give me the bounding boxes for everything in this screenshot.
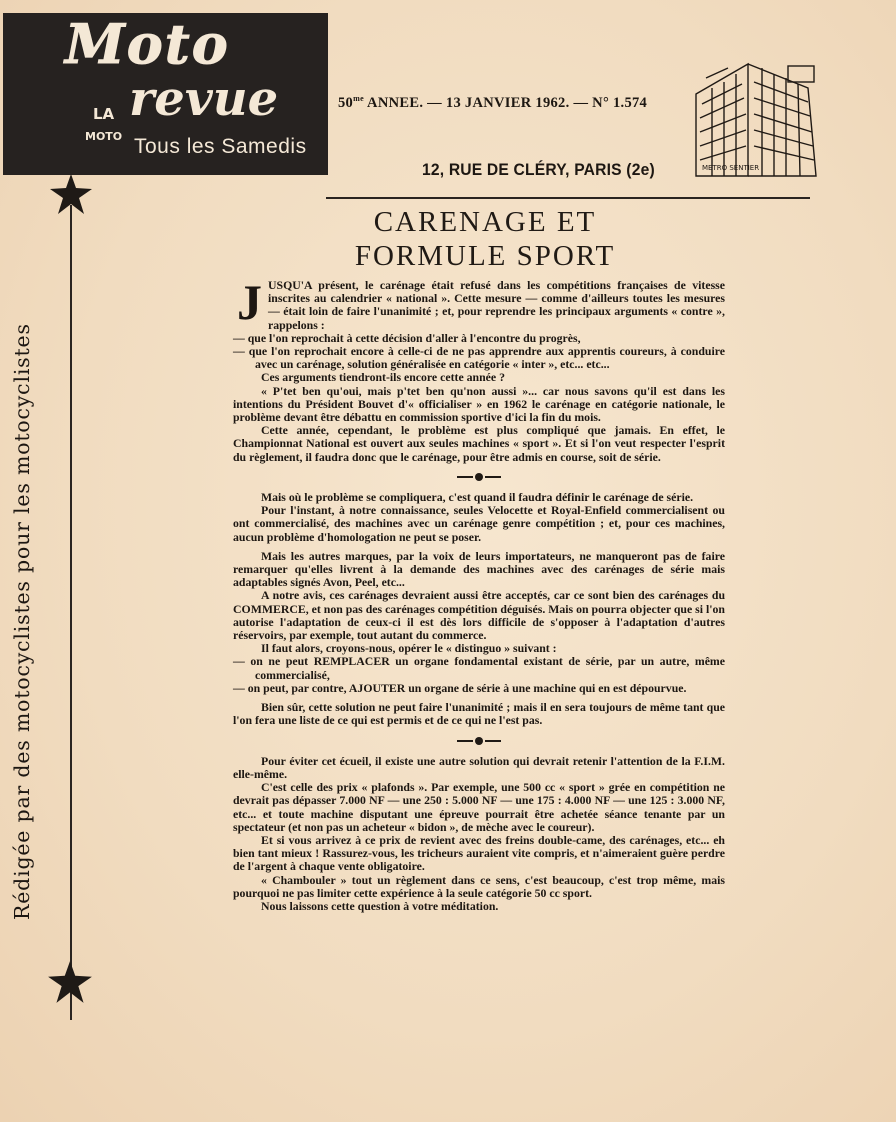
- article-paragraph: Pour l'instant, à notre connaissance, seules Velocette et Royal-Enfield commercialisent ou ont commercialisé, des machines avec un carénage genre compétition ; et, pour ces machines, aucun problème d'homologation ne peut se poser.: [233, 503, 725, 544]
- section-separator: [233, 734, 725, 747]
- article-paragraph: — on peut, par contre, AJOUTER un organe de série à une machine qui en est dépourvue.: [233, 680, 687, 695]
- article-paragraph: Mais les autres marques, par la voix de leurs importateurs, ne manqueront pas de faire remarquer qu'elles livrent à la demande des machines avec des carénages de série mais adaptables signés Avon, Peel, etc...: [233, 548, 725, 590]
- masthead-title-revue: revue: [129, 71, 279, 127]
- article-paragraph: « Chambouler » tout un règlement dans ce sens, c'est beaucoup, c'est trop même, mais pourquoi ne pas limiter cette expérience à la seule catégorie 50 cc sport.: [233, 872, 725, 900]
- masthead-moto-small: MOTO: [85, 130, 123, 143]
- side-slogan: Rédigée par des motocyclistes pour les motocyclistes: [10, 323, 34, 920]
- header-rule: [326, 197, 810, 199]
- article-paragraph: A notre avis, ces carénages devraient aussi être acceptés, car ce sont bien des carénages du COMMERCE, et non pas des carénages compétition déguisés. Mais on pourra objecter que si l'on autorise l'adaptation de ceux-ci il est dès lors difficile de s'opposer à l'adaptation d'autres réservoirs, par exemple, tout autant du commerce.: [233, 588, 725, 643]
- building-illustration: [688, 58, 822, 180]
- article-paragraph: Il faut alors, croyons-nous, opérer le « distinguo » suivant :: [261, 641, 557, 656]
- article-paragraph: Mais où le problème se compliquera, c'est quand il faudra définir le carénage de série.: [261, 490, 694, 505]
- section-separator: [233, 470, 725, 483]
- side-rule: [70, 205, 72, 1020]
- drop-cap: J: [237, 274, 262, 330]
- star-ornament-top: [48, 172, 94, 216]
- masthead-title-moto: Moto: [65, 12, 230, 76]
- article-title-line1: CARENAGE ET: [373, 206, 597, 238]
- masthead-tagline: Tous les Samedis: [134, 135, 307, 158]
- article-paragraph: Cette année, cependant, le problème est plus compliqué que jamais. En effet, le Championnat National est ouvert aux seules machines « sport ». Et si l'on veut respecter l'esprit du règlement, il faudra donc que le carénage, pour être admis en course, soit de série.: [233, 423, 725, 464]
- star-ornament-bottom: [46, 958, 94, 1006]
- issue-date: ANNEE. — 13 JANVIER 1962. — N° 1.574: [363, 94, 648, 111]
- article-paragraph: [233, 274, 725, 332]
- article-paragraph: Nous laissons cette question à votre méditation.: [261, 898, 499, 913]
- article-title-line2: FORMULE SPORT: [354, 240, 616, 272]
- publisher-address: 12, RUE DE CLÉRY, PARIS (2e): [422, 160, 655, 179]
- issue-number: 50: [338, 94, 354, 111]
- masthead: [3, 13, 328, 175]
- article-paragraph: Ces arguments tiendront-ils encore cette année ?: [261, 370, 505, 385]
- article-paragraph: — que l'on reprochait encore à celle-ci de ne pas apprendre aux apprentis coureurs, à conduire avec un carénage, solution généralisée en catégorie « inter », etc... etc...: [233, 344, 725, 372]
- article-paragraph: — on ne peut REMPLACER un organe fondamental existant de série, par un autre, même commercialisé,: [233, 654, 725, 682]
- article-paragraph: C'est celle des prix « plafonds ». Par exemple, une 500 cc « sport » grée en compétition ne devrait pas dépasser 7.000 NF — une 250 : 5.000 NF — une 175 : 4.000 NF — une 125 : 3.000 NF, etc... et toute machine disputant une épreuve pourrait être achetée séance tenante par un spectateur (et non pas un acheteur « bidon », de mèche avec le coureur).: [233, 780, 725, 834]
- issue-line: [338, 94, 647, 112]
- article-paragraph: Bien sûr, cette solution ne peut faire l'unanimité ; mais il en sera toujours de même tant que l'on fera une liste de ce qui est permis et de ce qui ne l'est pas.: [233, 700, 725, 728]
- article-paragraph-text: USQU'A présent, le carénage était refusé dans les compétitions françaises de vitesse inscrites au calendrier « national ». Cette mesure — comme d'ailleurs toutes les mesures — était loin de faire l'unanimité ; et, pour reprendre les principaux arguments « contre », rappelons :: [268, 278, 725, 332]
- issue-number-suffix: me: [353, 94, 364, 103]
- masthead-la: LA: [93, 105, 115, 123]
- article-paragraph: Pour éviter cet écueil, il existe une autre solution qui devrait retenir l'attention de la F.I.M. elle-même.: [233, 753, 725, 781]
- article-paragraph: Et si vous arrivez à ce prix de revient avec des freins double-came, des carénages, etc... eh bien tant mieux ! Rassurez-vous, les tricheurs auraient vite compris, et n'aimeraient guère perdre de l'argent à chaque vente obligatoire.: [233, 832, 725, 874]
- article-body: [233, 274, 725, 913]
- article-paragraph: — que l'on reprochait à cette décision d'aller à l'encontre du progrès,: [233, 330, 581, 345]
- article-paragraph: « P'tet ben qu'oui, mais p'tet ben qu'non aussi »... car nous savons qu'il est dans les intentions du Président Bouvet d'« officialiser » en 1962 le carénage en catégorie nationale, le problème devant être débattu en commission sportive d'ici la fin du mois.: [233, 383, 725, 425]
- building-sign: METRO SENTIER: [702, 164, 760, 172]
